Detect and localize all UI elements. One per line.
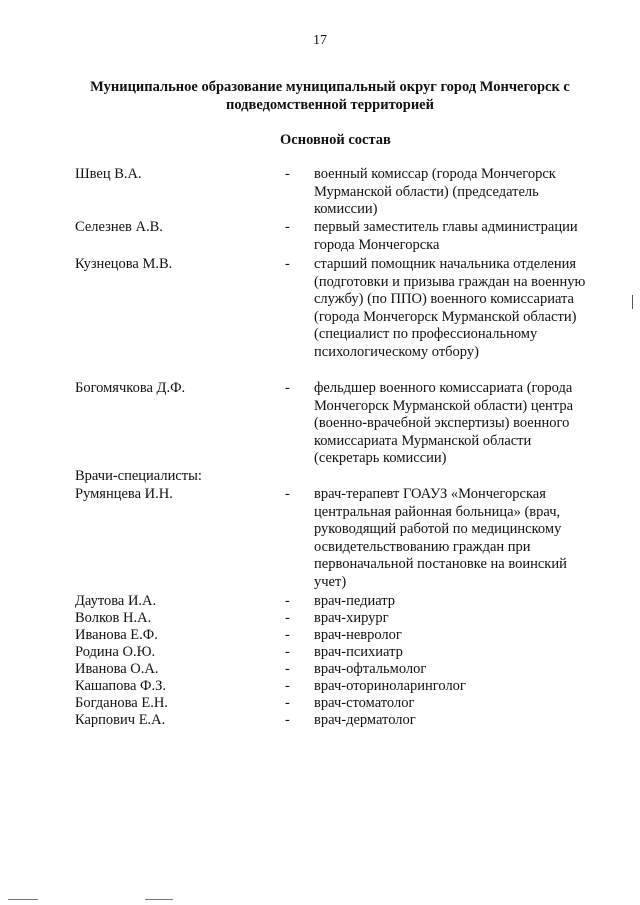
dash-separator: -	[285, 219, 290, 235]
scan-bottom-line	[145, 899, 173, 900]
specialist-role: врач-хирург	[314, 610, 389, 626]
specialist-name: Богданова Е.Н.	[75, 695, 168, 711]
dash-separator: -	[285, 644, 290, 660]
specialist-role: врач-педиатр	[314, 593, 396, 609]
specialist-name: Иванова Е.Ф.	[75, 627, 158, 643]
specialist-role: врач-невролог	[314, 627, 402, 643]
member-name: Швец В.А.	[75, 166, 142, 182]
specialist-name: Даутова И.А.	[75, 593, 157, 609]
specialist-name: Родина О.Ю.	[75, 644, 156, 660]
specialist-name: Волков Н.А.	[75, 610, 152, 626]
member-name: Селезнев А.В.	[75, 219, 163, 235]
dash-separator: -	[285, 661, 290, 677]
specialist-name: Карпович Е.А.	[75, 712, 166, 728]
member-role: первый заместитель главы администрации города Мончегорска	[314, 219, 578, 253]
dash-separator: -	[285, 256, 290, 272]
specialists-label: Врачи-специалисты:	[75, 468, 202, 484]
section-subtitle: Основной состав	[280, 132, 391, 148]
dash-separator: -	[285, 627, 290, 643]
member-name: Богомячкова Д.Ф.	[75, 380, 186, 396]
page-number: 17	[313, 33, 327, 48]
specialist-role: врач-дерматолог	[314, 712, 416, 728]
dash-separator: -	[285, 593, 290, 609]
dash-separator: -	[285, 610, 290, 626]
member-role: военный комиссар (города Мончегорск Мурманской области) (председатель комиссии)	[314, 166, 556, 217]
specialist-name: Иванова О.А.	[75, 661, 159, 677]
member-role: фельдшер военного комиссариата (города Мончегорск Мурманской области) центра (военно-врачебной экспертизы) военного комиссариата Мурманской области (секретарь комиссии)	[314, 380, 574, 466]
scan-bottom-line	[8, 899, 38, 900]
specialist-role: врач-оториноларинголог	[314, 678, 466, 694]
dash-separator: -	[285, 486, 290, 502]
scan-margin-mark	[632, 295, 633, 309]
specialist-name: Кашапова Ф.З.	[75, 678, 167, 694]
dash-separator: -	[285, 678, 290, 694]
member-name: Кузнецова М.В.	[75, 256, 173, 272]
specialist-role: врач-стоматолог	[314, 695, 415, 711]
specialist-role: врач-психиатр	[314, 644, 403, 660]
member-role: старший помощник начальника отделения (подготовки и призыва граждан на военную службу) (по ППО) военного комиссариата (города Мончегорск Мурманской области) (специалист по профессиональному психологическому отбору)	[314, 256, 586, 360]
document-title: Муниципальное образование муниципальный округ город Мончегорск с подведомственной территорией	[90, 79, 570, 113]
dash-separator: -	[285, 695, 290, 711]
dash-separator: -	[285, 380, 290, 396]
dash-separator: -	[285, 712, 290, 728]
specialist-role: врач-офтальмолог	[314, 661, 427, 677]
dash-separator: -	[285, 166, 290, 182]
specialist-name: Румянцева И.Н.	[75, 486, 173, 502]
specialist-role: врач-терапевт ГОАУЗ «Мончегорская центральная районная больница» (врач, руководящий работой по медицинскому освидетельствованию граждан при первоначальной постановке на воинский учет)	[314, 486, 567, 590]
